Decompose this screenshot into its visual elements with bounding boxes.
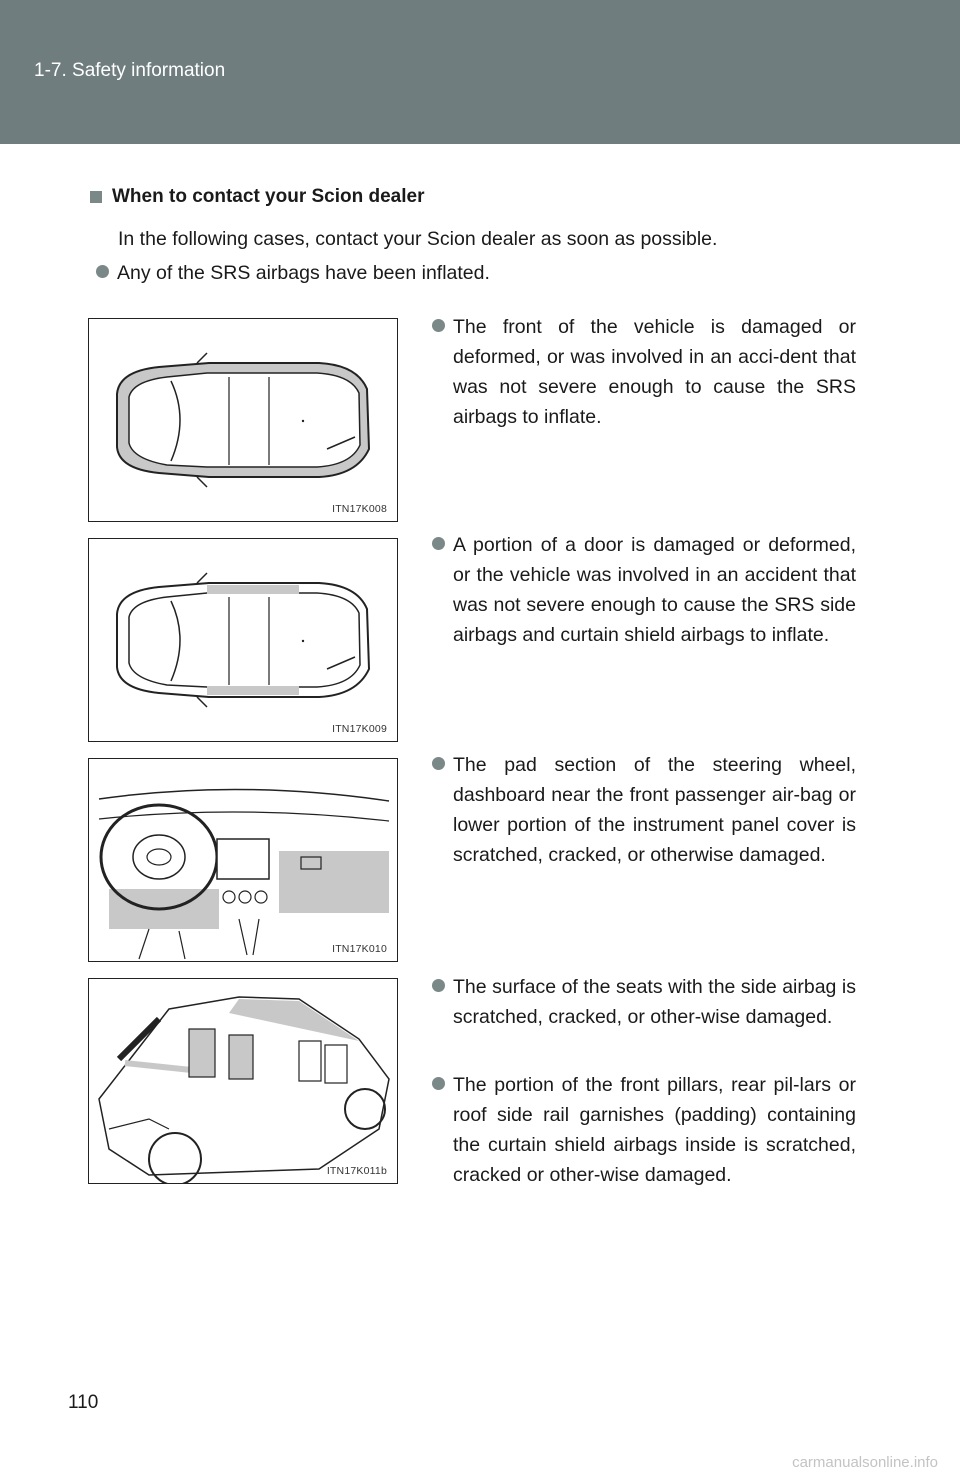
car-top-view-icon (89, 539, 398, 742)
figure-code: ITN17K009 (332, 723, 387, 735)
figure-car-door-damage (88, 538, 398, 742)
bullet-text: The pad section of the steering wheel, dashboard near the front passenger air-bag or lower portion of the instrument panel cover is scratched, cracked, or otherwise damaged. (453, 754, 856, 866)
bullet-item (432, 750, 856, 870)
page-number: 110 (68, 1392, 99, 1413)
bullet-dot-icon (432, 537, 445, 550)
bullet-item (432, 530, 856, 650)
bullet-item (96, 258, 856, 288)
dashboard-steering-wheel-icon (89, 759, 398, 962)
figure-car-front-damage (88, 318, 398, 522)
square-bullet-icon (90, 191, 102, 203)
bullet-item (432, 1070, 856, 1190)
bullet-text: The surface of the seats with the side airbag is scratched, cracked, or other-wise damaged. (453, 976, 856, 1028)
bullet-dot-icon (432, 319, 445, 332)
bullet-item (432, 972, 856, 1032)
figure-car-interior (88, 978, 398, 1184)
intro-paragraph: In the following cases, contact your Scion dealer as soon as possible. (118, 228, 718, 250)
figure-code: ITN17K011b (326, 1165, 387, 1177)
bullet-dot-icon (96, 265, 109, 278)
figure-code: ITN17K008 (332, 503, 387, 515)
bullet-text: Any of the SRS airbags have been inflated. (117, 262, 490, 284)
bullet-dot-icon (432, 757, 445, 770)
section-heading (90, 186, 425, 208)
bullet-dot-icon (432, 979, 445, 992)
bullet-dot-icon (432, 1077, 445, 1090)
section-heading-text: When to contact your Scion dealer (112, 186, 425, 207)
bullet-text: A portion of a door is damaged or deformed, or the vehicle was involved in an accident that was not severe enough to cause the SRS side airbags and curtain shield airbags to inflate. (453, 534, 856, 646)
watermark: carmanualsonline.info (792, 1454, 938, 1471)
page-header (0, 0, 960, 144)
bullet-text: The front of the vehicle is damaged or deformed, or was involved in an acci-dent that was not severe enough to cause the SRS airbags to inflate. (453, 316, 856, 428)
car-top-view-icon (89, 319, 398, 522)
figure-code: ITN17K010 (332, 943, 387, 955)
figure-dashboard (88, 758, 398, 962)
bullet-item (432, 312, 856, 432)
section-title: 1-7. Safety information (34, 60, 226, 81)
bullet-text: The portion of the front pillars, rear pil-lars or roof side rail garnishes (padding) containing the curtain shield airbags inside is scratched, cracked or other-wise damaged. (453, 1074, 856, 1186)
car-interior-cutaway-icon (89, 979, 398, 1184)
